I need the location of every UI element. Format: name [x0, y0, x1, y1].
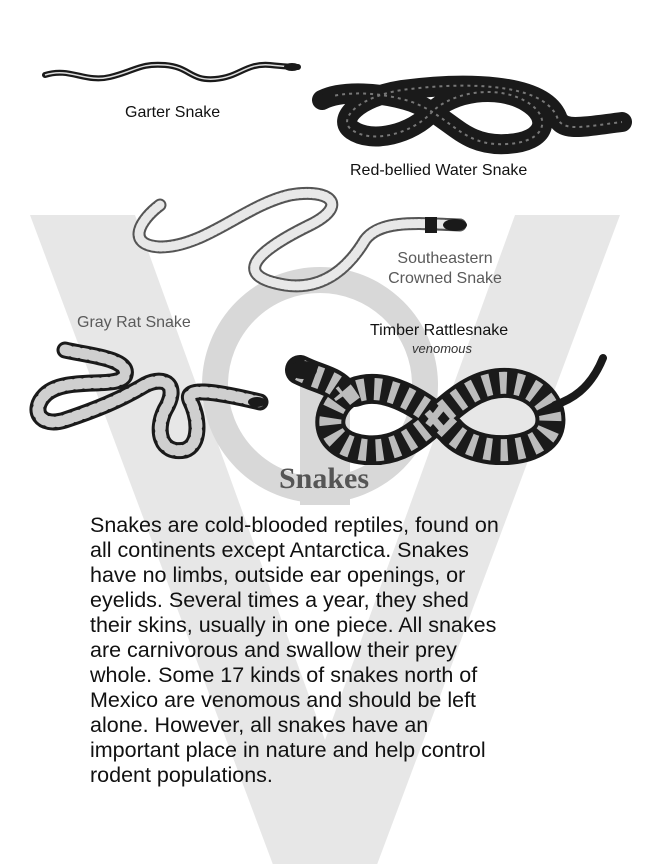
- body-line: rodent populations.: [90, 763, 273, 787]
- body-line: Mexico are venomous and should be left: [90, 688, 477, 712]
- body-line: are carnivorous and swallow their prey: [90, 638, 457, 662]
- garter-snake-illustration: [40, 55, 305, 90]
- venomous-note: venomous: [412, 341, 472, 356]
- body-line: their skins, usually in one piece. All snakes: [90, 613, 497, 637]
- body-line: whole. Some 17 kinds of snakes north of: [90, 663, 478, 687]
- timber-rattlesnake-illustration: [285, 350, 615, 465]
- gray-rat-snake-label: Gray Rat Snake: [77, 314, 191, 331]
- garter-snake-label: Garter Snake: [125, 104, 221, 121]
- gray-rat-snake-illustration: [25, 340, 270, 470]
- red-bellied-water-snake-illustration: [312, 72, 632, 160]
- body-line: all continents except Antarctica. Snakes: [90, 538, 469, 562]
- crowned-snake-label-line2: Crowned Snake: [388, 270, 502, 287]
- body-line: alone. However, all snakes have an: [90, 713, 429, 737]
- body-line: eyelids. Several times a year, they shed: [90, 588, 469, 612]
- body-paragraph: [90, 513, 590, 788]
- crowned-snake-label-line1: Southeastern: [397, 250, 493, 267]
- red-bellied-water-snake-label: Red-bellied Water Snake: [350, 162, 528, 179]
- timber-rattlesnake-label: Timber Rattlesnake: [370, 322, 509, 339]
- page-title: Snakes: [278, 462, 370, 495]
- body-line: important place in nature and help control: [90, 738, 486, 762]
- body-line: Snakes are cold-blooded reptiles, found on: [90, 513, 499, 537]
- body-line: have no limbs, outside ear openings, or: [90, 563, 466, 587]
